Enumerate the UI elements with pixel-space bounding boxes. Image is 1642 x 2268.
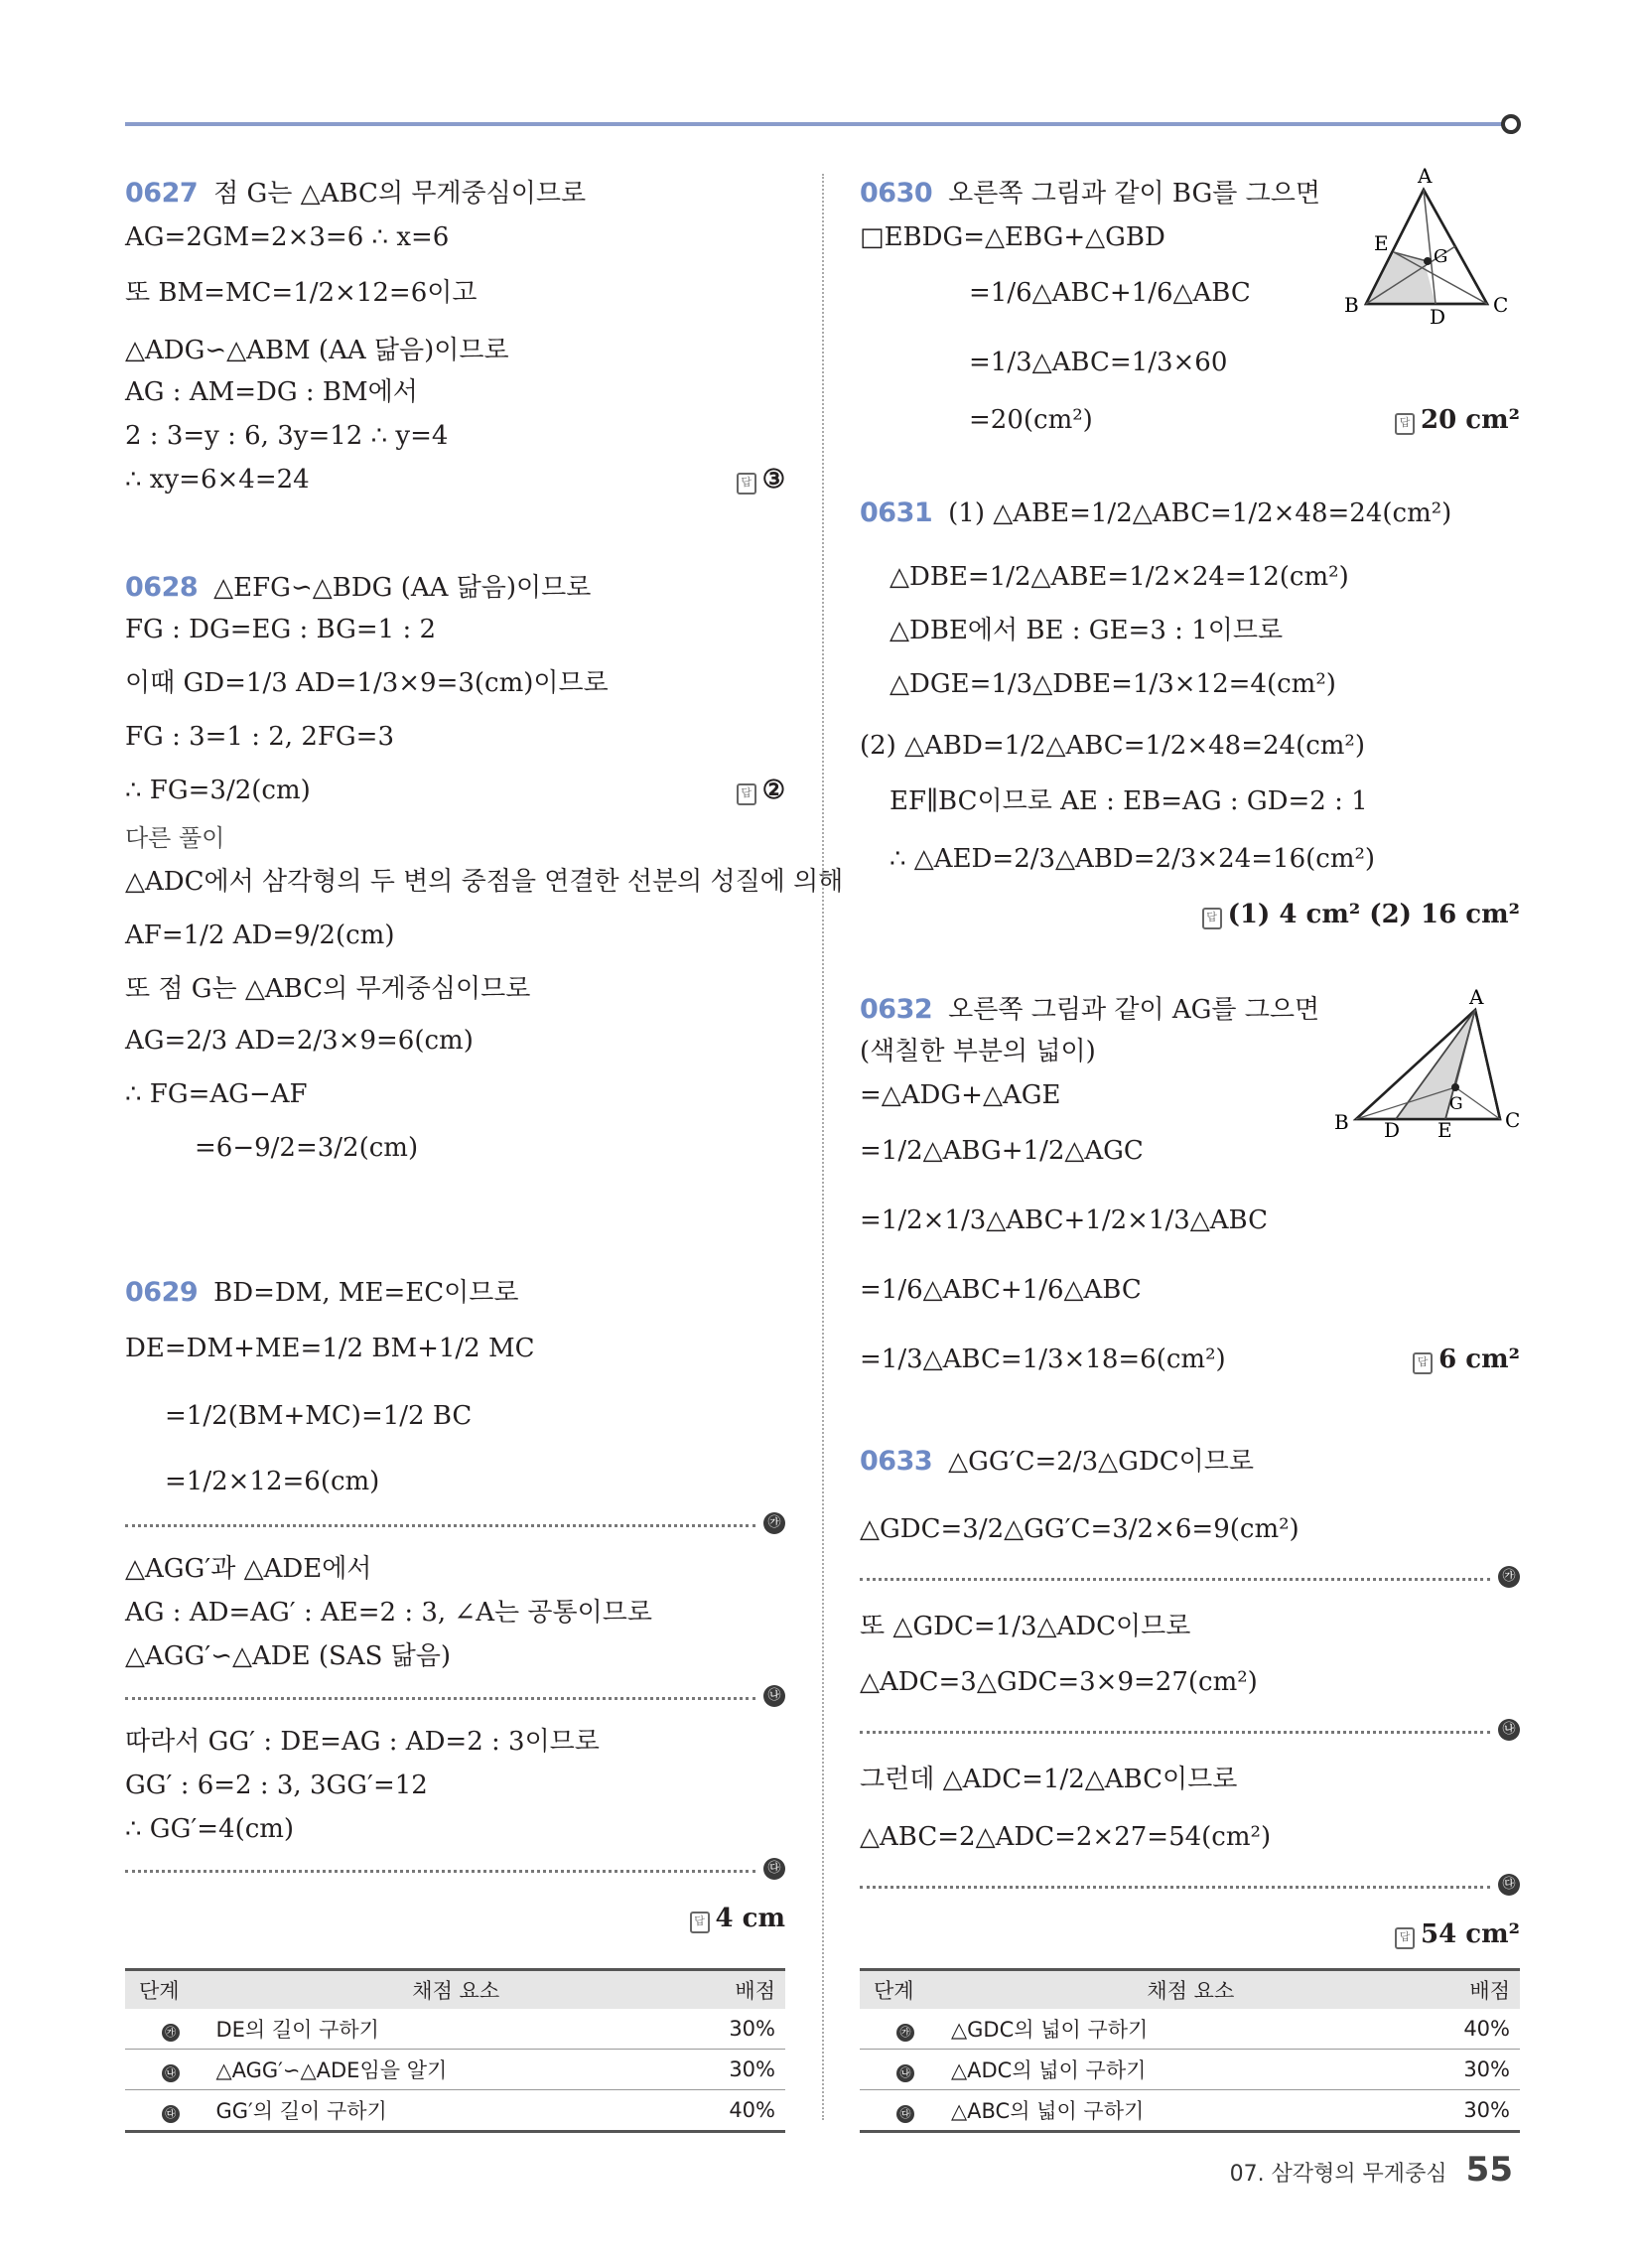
- solution-line: =1/3△ABC=1/3×18=6(cm²): [860, 1345, 1226, 1374]
- table-cell: GG′의 길이 구하기: [215, 2090, 697, 2132]
- table-header: 단계: [125, 1970, 215, 2010]
- solution-line: ∴ GG′=4(cm): [125, 1814, 295, 1844]
- problem-number: 0631: [860, 497, 933, 528]
- solution-line: AG=2/3 AD=2/3×9=6(cm): [125, 1026, 474, 1056]
- solution-line: 따라서 GG′ : DE=AG : AD=2 : 3이므로: [125, 1727, 600, 1757]
- step-marker: ㉮: [896, 2024, 914, 2042]
- solution-line: GG′ : 6=2 : 3, 3GG′=12: [125, 1771, 428, 1800]
- dotted-separator: [860, 1578, 1490, 1581]
- solution-line: =1/3△ABC=1/3×60: [969, 348, 1228, 377]
- answer: 답 54 cm²: [1395, 1917, 1520, 1951]
- table-header: 배점: [697, 1970, 785, 2010]
- table-row: [860, 2090, 1520, 2132]
- figure-label: E: [1437, 1118, 1452, 1142]
- solution-line: ∴ xy=6×4=24: [125, 465, 310, 495]
- figure-label: A: [1418, 164, 1433, 188]
- table-header: 단계: [860, 1970, 951, 2010]
- table-cell: 30%: [1432, 2050, 1520, 2090]
- table-row: [860, 2050, 1520, 2090]
- answer: 답 20 cm²: [1395, 403, 1520, 437]
- solution-line: △ADG∽△ABM (AA 닮음)이므로: [125, 336, 509, 365]
- step-marker: ㉰: [763, 1858, 785, 1880]
- table-header: 배점: [1432, 1970, 1520, 2010]
- answer: 답 ②: [737, 774, 785, 807]
- figure-label: E: [1374, 231, 1389, 255]
- solution-line: ∴ FG=AG−AF: [125, 1079, 308, 1109]
- solution-line: △AGG′∽△ADE (SAS 닮음): [125, 1641, 452, 1671]
- problem-number: 0628: [125, 572, 199, 603]
- solution-line: □EBDG=△EBG+△GBD: [860, 222, 1165, 252]
- solution-line: =1/6△ABC+1/6△ABC: [969, 278, 1251, 308]
- step-marker: ㉮: [1498, 1566, 1520, 1588]
- figure-label: A: [1469, 985, 1484, 1009]
- solution-line: 그런데 △ADC=1/2△ABC이므로: [860, 1765, 1238, 1794]
- top-rule: [125, 122, 1505, 126]
- solution-line: =△ADG+△AGE: [860, 1080, 1061, 1110]
- dotted-separator: [125, 1697, 755, 1700]
- solution-line: AG : AD=AG′ : AE=2 : 3, ∠A는 공통이므로: [125, 1598, 652, 1628]
- top-rule-dot: [1501, 114, 1521, 134]
- solution-line: 또 BM=MC=1/2×12=6이고: [125, 278, 478, 308]
- step-marker: ㉯: [162, 2064, 180, 2082]
- dotted-separator: [125, 1870, 755, 1873]
- table-header: 채점 요소: [215, 1970, 697, 2010]
- column-divider: [822, 174, 824, 2120]
- solution-line: AF=1/2 AD=9/2(cm): [125, 921, 395, 950]
- table-cell: 30%: [1432, 2090, 1520, 2132]
- solution-line: △DBE=1/2△ABE=1/2×24=12(cm²): [889, 562, 1349, 592]
- table-cell: 40%: [1432, 2009, 1520, 2050]
- solution-line: =1/2×12=6(cm): [165, 1467, 380, 1496]
- dotted-separator: [860, 1731, 1490, 1734]
- solution-line: =1/2×1/3△ABC+1/2×1/3△ABC: [860, 1205, 1269, 1235]
- table-cell: 40%: [697, 2090, 785, 2132]
- table-cell: 30%: [697, 2009, 785, 2050]
- step-marker: ㉰: [896, 2105, 914, 2123]
- solution-line: AG=2GM=2×3=6 ∴ x=6: [125, 222, 450, 252]
- solution-line: AG : AM=DG : BM에서: [125, 377, 418, 407]
- step-marker: ㉯: [1498, 1719, 1520, 1741]
- table-cell: 30%: [697, 2050, 785, 2090]
- solution-line: =1/2(BM+MC)=1/2 BC: [165, 1401, 473, 1431]
- chapter-title: 07. 삼각형의 무게중심: [1229, 2162, 1447, 2187]
- figure-label: C: [1505, 1108, 1521, 1132]
- solution-line: 또 △GDC=1/3△ADC이므로: [860, 1612, 1191, 1641]
- solution-line: △ADC=3△GDC=3×9=27(cm²): [860, 1667, 1258, 1697]
- solution-line: 또 점 G는 △ABC의 무게중심이므로: [125, 974, 531, 1004]
- solution-line: △GG′C=2/3△GDC이므로: [948, 1447, 1254, 1477]
- step-marker: ㉮: [763, 1512, 785, 1534]
- table-row: [125, 2050, 785, 2090]
- solution-line: DE=DM+ME=1/2 BM+1/2 MC: [125, 1334, 535, 1363]
- table-cell: △AGG′∽△ADE임을 알기: [215, 2050, 697, 2090]
- table-cell: △GDC의 넓이 구하기: [951, 2009, 1432, 2050]
- solution-line: ∴ FG=3/2(cm): [125, 776, 311, 805]
- table-row: [125, 2009, 785, 2050]
- figure-label: B: [1334, 1110, 1349, 1134]
- step-marker: ㉯: [896, 2064, 914, 2082]
- step-marker: ㉮: [162, 2024, 180, 2042]
- solution-line: △DGE=1/3△DBE=1/3×12=4(cm²): [889, 669, 1336, 699]
- solution-line: △DBE에서 BE : GE=3 : 1이므로: [889, 616, 1284, 645]
- solution-line: △ADC에서 삼각형의 두 변의 중점을 연결한 선분의 성질에 의해: [125, 867, 844, 897]
- solution-line: BD=DM, ME=EC이므로: [213, 1278, 519, 1308]
- problem-number: 0627: [125, 178, 199, 209]
- figure-label: G: [1449, 1094, 1463, 1114]
- solution-line: =1/6△ABC+1/6△ABC: [860, 1275, 1142, 1305]
- solution-line: 이때 GD=1/3 AD=1/3×9=3(cm)이므로: [125, 668, 609, 698]
- solution-line: 오른쪽 그림과 같이 BG를 그으면: [948, 179, 1320, 209]
- solution-line: =20(cm²): [969, 405, 1093, 435]
- figure-label: D: [1384, 1118, 1401, 1142]
- scoring-table-left: [125, 1968, 785, 2133]
- answer-tag: 답: [737, 473, 756, 495]
- solution-line: 오른쪽 그림과 같이 AG를 그으면: [948, 995, 1320, 1025]
- table-header: 채점 요소: [951, 1970, 1432, 2010]
- figure-label: C: [1493, 293, 1509, 317]
- step-marker: ㉰: [1498, 1874, 1520, 1896]
- step-marker: ㉯: [763, 1685, 785, 1707]
- answer: 답 4 cm: [690, 1902, 785, 1935]
- dotted-separator: [860, 1886, 1490, 1889]
- table-cell: DE의 길이 구하기: [215, 2009, 697, 2050]
- solution-line: =6−9/2=3/2(cm): [195, 1133, 419, 1163]
- alt-solution-label: 다른 풀이: [125, 824, 225, 852]
- problem-number: 0633: [860, 1446, 933, 1477]
- dotted-separator: [125, 1524, 755, 1527]
- solution-line: △GDC=3/2△GG′C=3/2×6=9(cm²): [860, 1514, 1300, 1544]
- solution-line: EF∥BC이므로 AE : EB=AG : GD=2 : 1: [889, 786, 1368, 816]
- triangle-figure-0632: [1326, 985, 1525, 1142]
- figure-label: D: [1430, 305, 1446, 329]
- page-number: 55: [1465, 2150, 1513, 2190]
- page-footer: [1230, 2150, 1513, 2190]
- solution-line: FG : 3=1 : 2, 2FG=3: [125, 722, 395, 752]
- solution-line: 점 G는 △ABC의 무게중심이므로: [213, 179, 587, 209]
- answer: 답 ③: [737, 463, 785, 496]
- solution-line: (2) △ABD=1/2△ABC=1/2×48=24(cm²): [860, 731, 1365, 761]
- solution-line: △AGG′과 △ADE에서: [125, 1554, 372, 1584]
- problem-number: 0630: [860, 178, 933, 209]
- figure-label: B: [1344, 293, 1359, 317]
- solution-line: FG : DG=EG : BG=1 : 2: [125, 615, 437, 644]
- solution-line: △EFG∽△BDG (AA 닮음)이므로: [213, 573, 592, 603]
- figure-label: G: [1434, 246, 1448, 267]
- scoring-table-right: [860, 1968, 1520, 2133]
- table-cell: △ADC의 넓이 구하기: [951, 2050, 1432, 2090]
- answer: 답 6 cm²: [1413, 1343, 1520, 1376]
- table-cell: △ABC의 넓이 구하기: [951, 2090, 1432, 2132]
- step-marker: ㉰: [162, 2105, 180, 2123]
- solution-line: ∴ △AED=2/3△ABD=2/3×24=16(cm²): [889, 844, 1376, 874]
- problem-number: 0632: [860, 994, 933, 1025]
- solution-line: (색칠한 부분의 넓이): [860, 1037, 1096, 1066]
- table-row: [860, 2009, 1520, 2050]
- solution-line: =1/2△ABG+1/2△AGC: [860, 1136, 1144, 1166]
- triangle-figure-0630: [1336, 164, 1515, 329]
- solution-line: (1) △ABE=1/2△ABC=1/2×48=24(cm²): [948, 498, 1452, 528]
- table-row: [125, 2090, 785, 2132]
- solution-line: 2 : 3=y : 6, 3y=12 ∴ y=4: [125, 421, 449, 451]
- solution-line: △ABC=2△ADC=2×27=54(cm²): [860, 1822, 1272, 1852]
- answer: 답 (1) 4 cm² (2) 16 cm²: [1202, 898, 1520, 931]
- problem-number: 0629: [125, 1277, 199, 1308]
